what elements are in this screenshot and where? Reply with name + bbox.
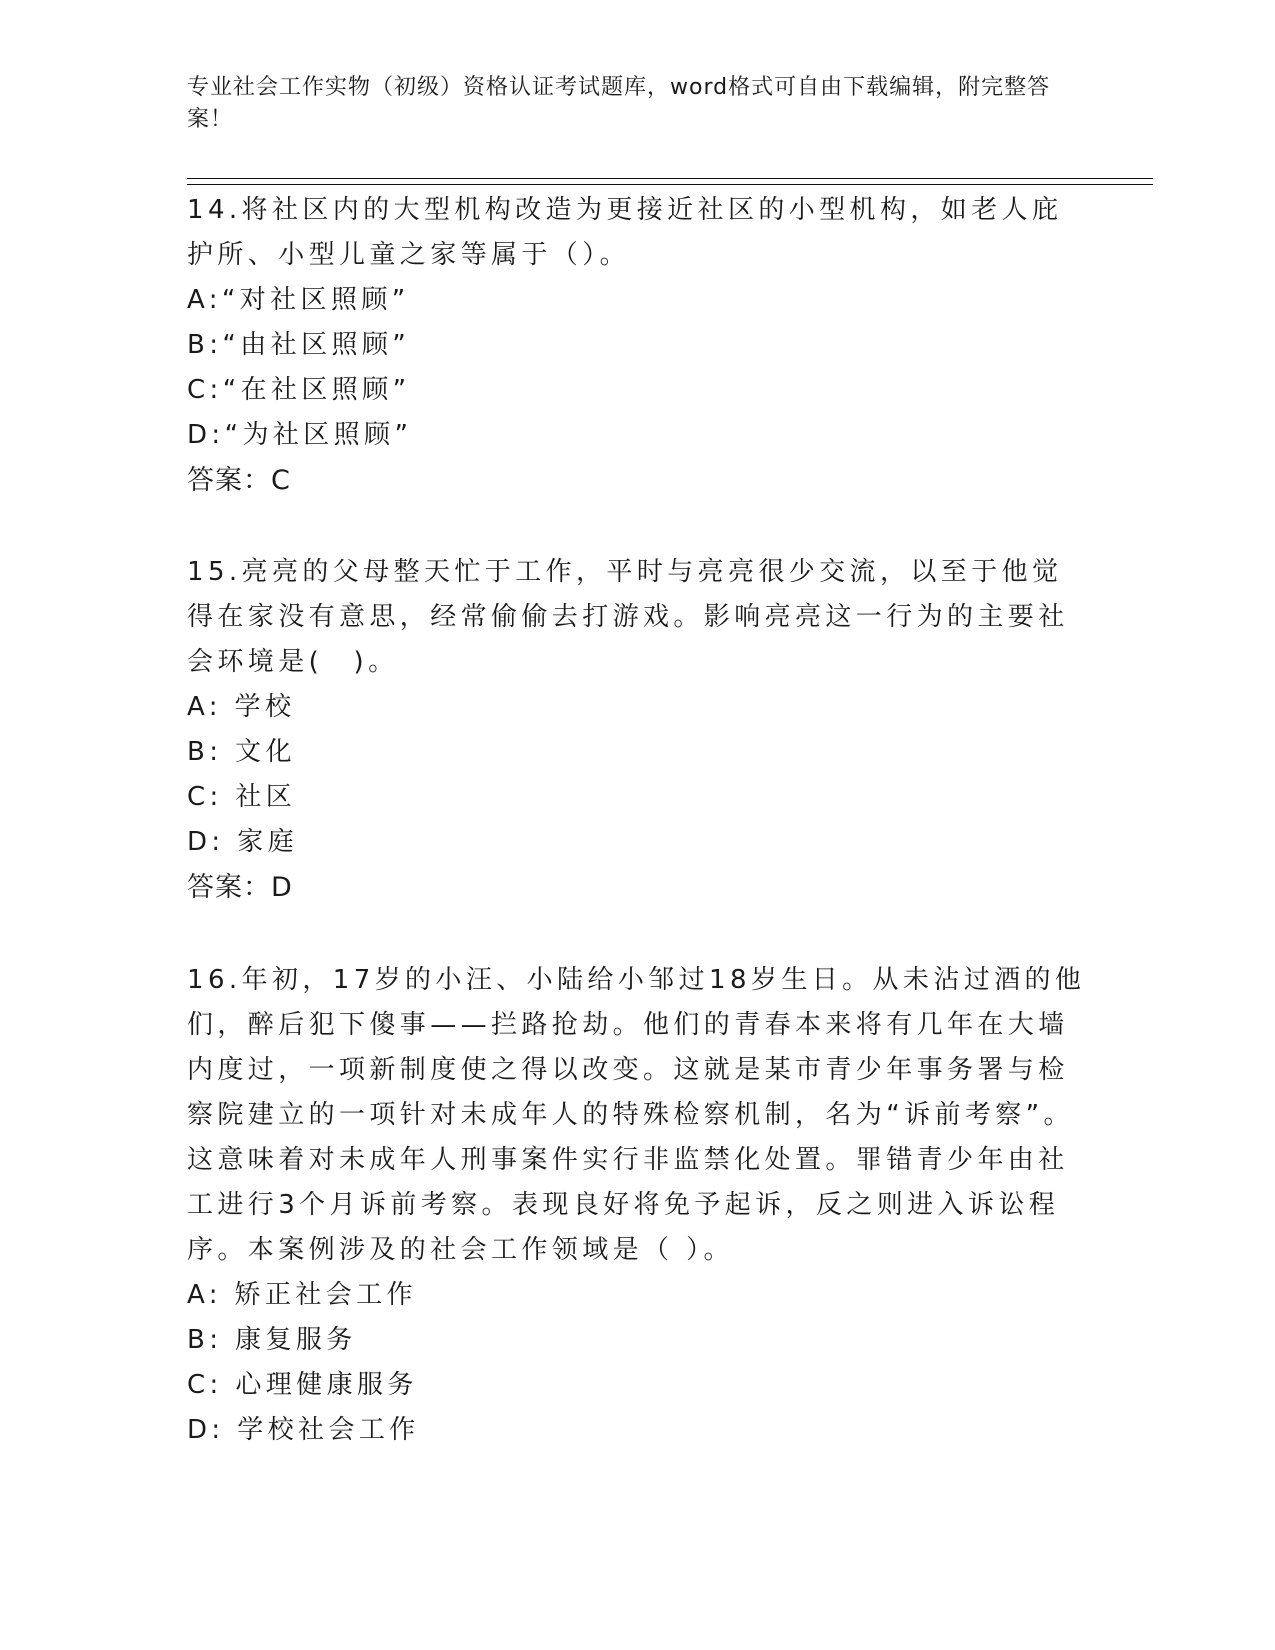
question-text: 16.年初，17岁的小汪、小陆给小邹过18岁生日。从未沾过酒的他们，醉后犯下傻事——拦路抢劫。他们的青春本来将有几年在大墙内度过，一项新制度使之得以改变。这就是某市青少年事务署与检察院建立的一项针对未成年人的特殊检察机制，名为“诉前考察”。这意味着对未成年人刑事案件实行非监禁化处置。罪错青少年由社工进行3个月诉前考察。表现良好将免予起诉，反之则进入诉讼程序。本案例涉及的社会工作领域是（ ）。 bbox=[187, 965, 1086, 1265]
option-d: D: 学校社会工作 bbox=[187, 1415, 420, 1445]
option-c: C:“在社区照顾” bbox=[187, 375, 411, 405]
question-14 bbox=[187, 188, 1087, 503]
header-divider-bottom bbox=[187, 184, 1153, 185]
option-b: B:“由社区照顾” bbox=[187, 330, 411, 360]
answer-line: 答案：D bbox=[187, 872, 293, 903]
page-header: 专业社会工作实物（初级）资格认证考试题库，word格式可自由下载编辑，附完整答案！ bbox=[187, 75, 1051, 132]
answer-line: 答案：C bbox=[187, 465, 291, 496]
option-b: B: 康复服务 bbox=[187, 1325, 357, 1355]
question-16 bbox=[187, 958, 1087, 1453]
question-text: 14.将社区内的大型机构改造为更接近社区的小型机构，如老人庇护所、小型儿童之家等属于（）。 bbox=[187, 195, 1063, 270]
option-a: A: 矫正社会工作 bbox=[187, 1280, 417, 1310]
option-c: C: 社区 bbox=[187, 782, 297, 812]
question-text: 15.亮亮的父母整天忙于工作，平时与亮亮很少交流，以至于他觉得在家没有意思，经常偷偷去打游戏。影响亮亮这一行为的主要社会环境是( )。 bbox=[187, 557, 1069, 677]
option-c: C: 心理健康服务 bbox=[187, 1370, 418, 1400]
option-d: D:“为社区照顾” bbox=[187, 420, 413, 450]
question-15 bbox=[187, 550, 1087, 910]
option-a: A: 学校 bbox=[187, 692, 296, 722]
option-b: B: 文化 bbox=[187, 737, 296, 767]
header-divider-top bbox=[187, 178, 1153, 179]
option-d: D: 家庭 bbox=[187, 827, 299, 857]
option-a: A:“对社区照顾” bbox=[187, 285, 410, 315]
